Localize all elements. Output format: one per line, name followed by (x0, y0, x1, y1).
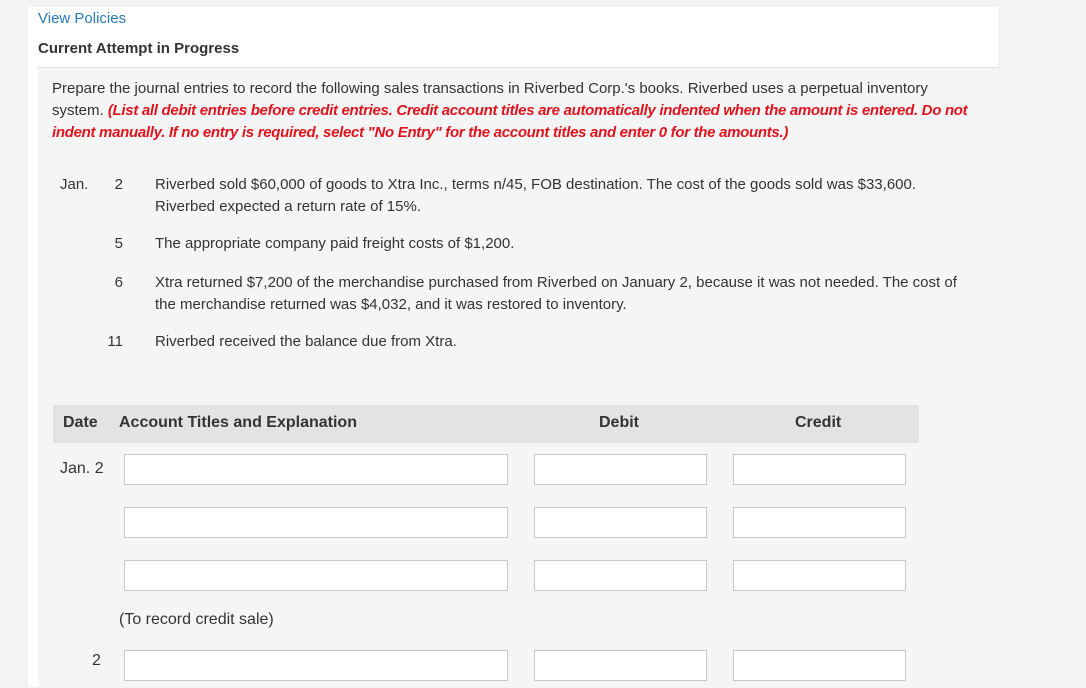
account-title-input[interactable] (124, 454, 508, 485)
account-title-input[interactable] (124, 507, 508, 538)
credit-column-header: Credit (795, 414, 842, 431)
account-column-header: Account Titles and Explanation (119, 414, 357, 431)
tx-day: 2 (114, 176, 123, 193)
debit-column-header: Debit (599, 414, 639, 431)
credit-amount-input[interactable] (733, 454, 906, 485)
tx-day: 11 (107, 333, 123, 350)
tx-text: Riverbed sold $60,000 of goods to Xtra Inc., terms n/45, FOB destination. The cost of the goods sold was $33,600. Riverbed expected a return rate of 15%. (155, 176, 917, 215)
debit-amount-input[interactable] (534, 454, 707, 485)
date-column-header: Date (63, 414, 98, 431)
tx-day: 5 (114, 235, 123, 252)
tx-day: 6 (114, 274, 123, 291)
instructions-text: Prepare the journal entries to record the following sales transactions in Riverbed Corp.'s books. Riverbed uses a perpetual inventory system. (52, 80, 928, 119)
entry-explanation: (To record credit sale) (119, 611, 274, 628)
tx-text: Riverbed received the balance due from Xtra. (155, 333, 457, 350)
credit-amount-input[interactable] (733, 560, 906, 591)
question-box (38, 68, 998, 688)
question-instructions (52, 78, 982, 144)
account-title-input[interactable] (124, 560, 508, 591)
view-policies-link[interactable]: View Policies (38, 10, 127, 27)
attempt-status: Current Attempt in Progress (38, 40, 240, 57)
instructions-note: (List all debit entries before credit entries. Credit account titles are automatically indented when the amount is entered. Do not indent manually. If no entry is required, select "No Entry" for the account titles and enter 0 for the amounts.) (52, 102, 968, 141)
tx-text: Xtra returned $7,200 of the merchandise purchased from Riverbed on January 2, because it was not needed. The cost of the merchandise returned was $4,032, and it was restored to inventory. (155, 274, 957, 313)
entry-date: Jan. 2 (60, 460, 104, 477)
tx-month: Jan. (60, 176, 89, 193)
credit-amount-input[interactable] (733, 507, 906, 538)
debit-amount-input[interactable] (534, 560, 707, 591)
tx-text: The appropriate company paid freight costs of $1,200. (155, 235, 515, 252)
debit-amount-input[interactable] (534, 507, 707, 538)
next-entry-date: 2 (92, 652, 101, 669)
